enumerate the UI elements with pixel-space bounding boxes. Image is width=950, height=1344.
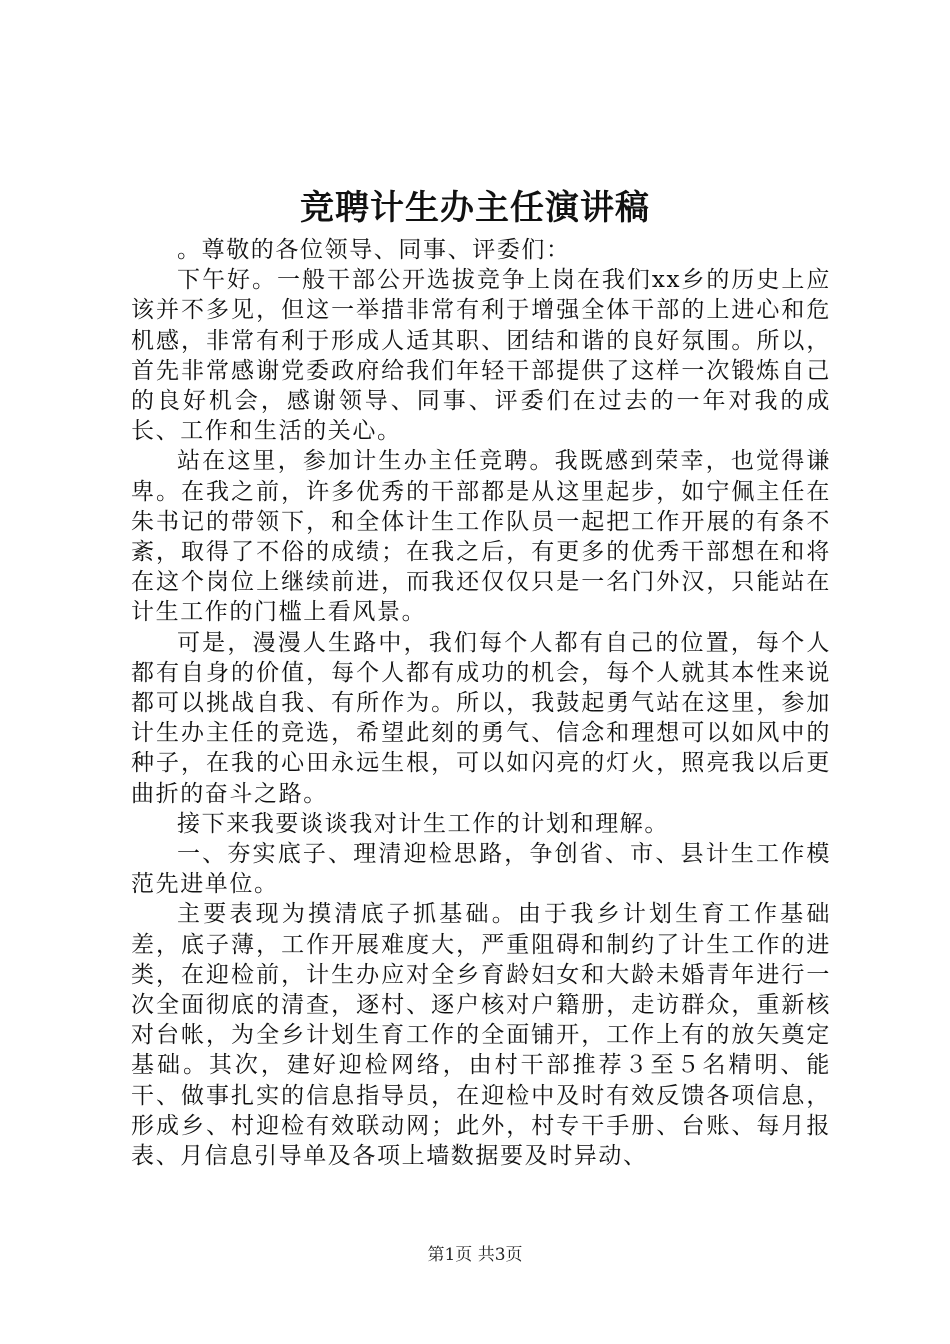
document-body <box>131 235 831 1171</box>
paragraph-salutation: 。尊敬的各位领导、同事、评委们： <box>177 237 571 263</box>
paragraph: 接下来我要谈谈我对计生工作的计划和理解。 <box>177 810 669 837</box>
document-title: 竞聘计生办主任演讲稿 <box>300 188 650 228</box>
section-heading: 一、夯实底子、理清迎检思路，争创省、市、县计生工作模范先进单位。 <box>131 841 831 898</box>
paragraph: 可是，漫漫人生路中，我们每个人都有自己的位置，每个人都有自身的价值，每个人都有成功的机会，每个人就其本性来说都可以挑战自我、有所作为。所以，我鼓起勇气站在这里，参加计生办主任的竞选，希望此刻的勇气、信念和理想可以如风中的种子，在我的心田永远生根，可以如闪亮的灯火，照亮我以后更曲折的奋斗之路。 <box>131 629 831 807</box>
page-number: 第1页 共3页 <box>427 1245 523 1265</box>
paragraph: 站在这里，参加计生办主任竞聘。我既感到荣幸，也觉得谦卑。在我之前，许多优秀的干部都是从这里起步，如宁佩主任在朱书记的带领下，和全体计生工作队员一起把工作开展的有条不紊，取得了不俗的成绩；在我之后，有更多的优秀干部想在和将在这个岗位上继续前进，而我还仅仅只是一名门外汉，只能站在计生工作的门槛上看风景。 <box>131 448 831 626</box>
paragraph: 主要表现为摸清底子抓基础。由于我乡计划生育工作基础差，底子薄，工作开展难度大，严重阻碍和制约了计生工作的进类，在迎检前，计生办应对全乡育龄妇女和大龄未婚青年进行一次全面彻底的清查，逐村、逐户核对户籍册，走访群众，重新核对台帐，为全乡计划生育工作的全面铺开，工作上有的放矢奠定基础。其次，建好迎检网络，由村干部推荐３至５名精明、能干、做事扎实的信息指导员，在迎检中及时有效反馈各项信息，形成乡、村迎检有效联动网；此外，村专干手册、台账、每月报表、月信息引导单及各项上墙数据要及时异动、 <box>131 901 831 1170</box>
paragraph: 下午好。一般干部公开选拔竞争上岗在我们xx乡的历史上应该并不多见，但这一举措非常有利于增强全体干部的上进心和危机感，非常有利于形成人适其职、团结和谐的良好氛围。所以，首先非常感谢党委政府给我们年轻干部提供了这样一次锻炼自己的良好机会，感谢领导、同事、评委们在过去的一年对我的成长、工作和生活的关心。 <box>131 267 831 445</box>
